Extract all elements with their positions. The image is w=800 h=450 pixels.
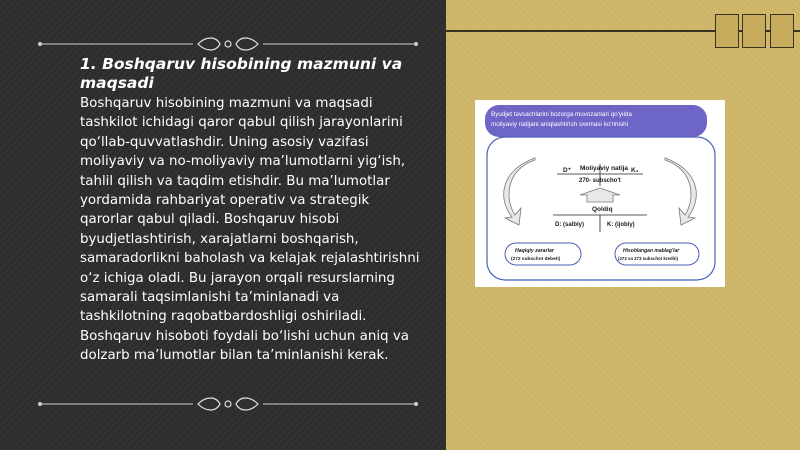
center-sub-label: 270- subschо't [579,178,621,184]
bookmark-tag-icon [742,14,766,48]
arrow-right-icon [665,158,696,225]
slide-title: 1. Boshqaruv hisobining mazmuni va maqsadi [80,55,403,92]
bookmark-tag-icon [715,14,739,48]
right-pill [615,243,699,265]
bookmark-tag-icon [770,14,794,48]
diagram-header-line2: moliyaviy natijani aniqlashtirish sxemasi ko'rinishi [491,121,628,128]
diagram-image [475,100,725,287]
right-pill-line2: (272 va 273 subschot krediti) [618,256,679,261]
center-label-left: D⁺ [563,167,572,174]
ornament-divider-bottom [38,394,418,414]
diagram-header-line1: Byudjet tavsachlarini bozorga muvozanlari qo'yilda [491,111,632,118]
arrow-down-icon [580,188,620,202]
ornament-divider-top [38,34,418,54]
balance-label: Qoldiq [592,206,613,213]
center-label-right: K₁ [631,167,639,174]
financial-result-diagram [475,100,725,287]
left-pill-line1: Haqiqiy zararlar [515,248,554,254]
right-pill-line1: Hisoblangan mablag'lar [623,248,680,254]
center-label-main: Moliyaviy natija [580,165,629,172]
arrow-left-icon [504,158,535,225]
debit-label: D: (salbiy) [555,222,585,228]
credit-label: K: (ijobiy) [607,222,635,228]
left-pill-line2: (272 subschot debeti) [511,257,561,262]
slide-body-text: Boshqaruv hisobining mazmuni va maqsadi tashkilot ichidagi qaror qabul qilish jarayonlarini qo‘llab-quvvatlashdir. Uning asosiy vazifasi moliyaviy va no-moliyaviy ma’lumotlarni yig‘ish, tahlil qilish va taqdim etishdir. Bu ma’lumotlar yordamida rahbariyat operativ va strategik qarorlar qabul qiladi. Boshqaruv hisobi byudjetlashtirish, xarajatlarni boshqarish, samaradorlikni baholash va kelajak rejalashtirishni o‘z ichiga oladi. Bu jarayon orqali resurslarning samarali taqsimlanishi ta’minlanadi va tashkilotning raqobatbardoshligi oshiriladi. Boshqaruv hisoboti foydali bo‘lishi uchun aniq va dolzarb ma’lumotlar bilan ta’minlanishi kerak. [80,96,420,364]
